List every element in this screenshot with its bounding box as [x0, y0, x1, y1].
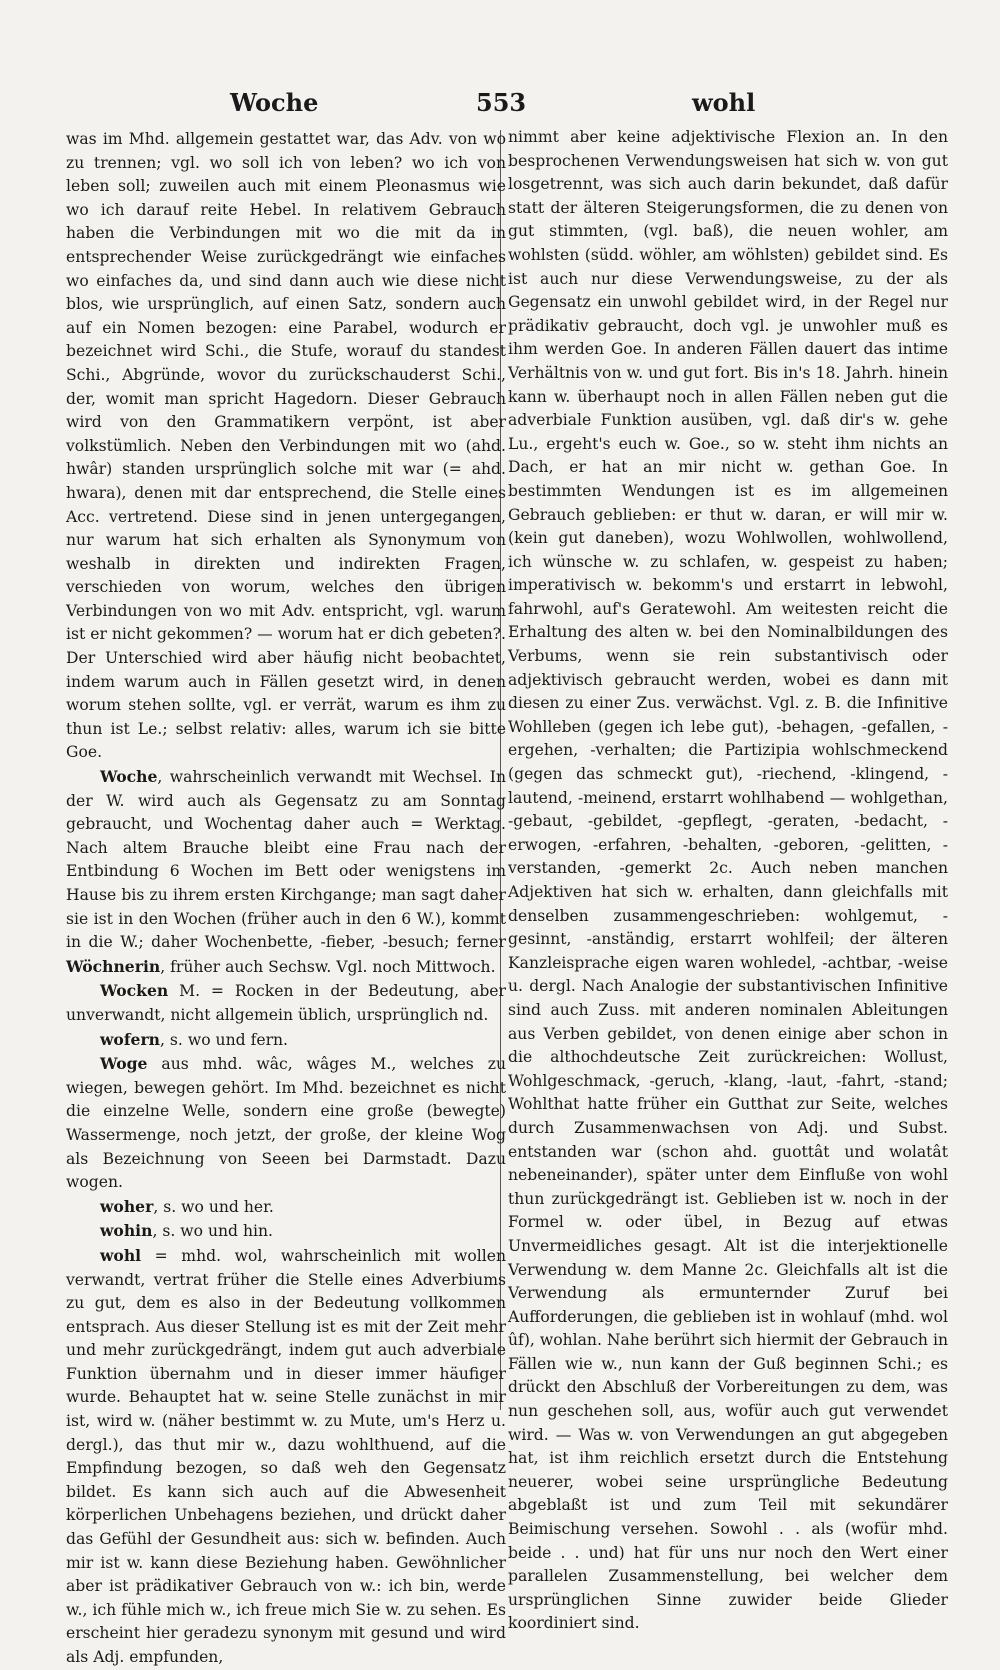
entry-woche-tail: , früher auch Sechsw. Vgl. noch Mittwoch.: [160, 957, 496, 976]
entry-wocken-text: M. = Rocken in der Bedeutung, aber unverwandt, nicht allgemein üblich, ursprünglich nd.: [66, 982, 506, 1024]
lemma-woche: Woche: [100, 767, 158, 787]
header-left-keyword: Woche: [230, 88, 319, 117]
lemma-woher: woher: [100, 1196, 154, 1216]
lemma-woechnerin: Wöchnerin: [66, 956, 161, 976]
entry-wohl-text: = mhd. wol, wahrscheinlich mit wollen verwandt, vertrat früher die Stelle eines Adverbiums zu gut, dem es also in der Bedeutung vollkommen entsprach. Aus dieser Stellung ist es mit der Zeit mehr und mehr zurückgedrängt, indem gut auch adverbiale Funktion übernahm und in dieser immer häufiger wurde. Behauptet hat w. seine Stelle zunächst in mir ist, wird w. (näher bestimmt w. zu Mute, um's Herz u. dergl.), das thut mir w., dazu wohlthuend, auf die Empfindung bezogen, so daß weh den Gegensatz bildet. Es kann sich auch auf die Abwesenheit körperlichen Unbehagens beziehen, und drückt daher das Gefühl der Gesundheit aus: sich w. befinden. Auch mir ist w. kann diese Beziehung haben. Gewöhnlicher aber ist prädikativer Gebrauch von w.: ich bin, werde w., ich fühle mich w., ich freue mich Sie w. zu sehen. Es erscheint hier geradezu synonym mit gesund und wird als Adj. empfunden,: [66, 1246, 506, 1666]
entry-wohin-text: , s. wo und hin.: [152, 1222, 274, 1241]
entry-wofern: [66, 1028, 506, 1053]
right-column: [508, 126, 948, 1636]
entry-wocken: [66, 979, 506, 1027]
lemma-wofern: wofern: [100, 1029, 161, 1049]
entry-woche: [66, 765, 506, 979]
lemma-wohin: wohin: [100, 1221, 153, 1241]
entry-woher-text: , s. wo und her.: [153, 1197, 274, 1216]
header-right-keyword: wohl: [692, 88, 756, 117]
entry-wohl: [66, 1244, 506, 1670]
entry-woher: [66, 1195, 506, 1220]
lemma-wohl: wohl: [100, 1245, 142, 1265]
right-column-text: nimmt aber keine adjektivische Flexion an. In den besprochenen Verwendungsweisen hat sich w. von gut losgetrennt, was sich auch darin bekundet, daß dafür statt der älteren Steigerungsformen, die zu denen von gut stimmten, (vgl. baß), die neuen wohler, am wohlsten (südd. wöhler, am wöhlsten) gebildet sind. Es ist auch nur diese Verwendungsweise, zu der als Gegensatz ein unwohl gebildet wird, in der Regel nur prädikativ gebraucht, doch vgl. je unwohler muß es ihm werden Goe. In anderen Fällen dauert das intime Verhältnis von w. und gut fort. Bis in's 18. Jahrh. hinein kann w. überhaupt noch in allen Fällen neben gut die adverbiale Funktion ausüben, vgl. daß dir's w. gehe Lu., ergeht's euch w. Goe., so w. steht ihm nichts an Dach, er hat an mir nicht w. gethan Goe. In bestimmten Wendungen ist es im allgemeinen Gebrauch geblieben: er thut w. daran, er will mir w. (kein gut daneben), wozu Wohlwollen, wohlwollend, ich wünsche w. zu schlafen, w. gespeist zu haben; imperativisch w. bekomm's und erstarrt in lebwohl, fahrwohl, auf's Geratewohl. Am weitesten reicht die Erhaltung des alten w. bei den Nominalbildungen des Verbums, wenn sie rein substantivisch oder adjektivisch gebraucht werden, wobei es dann mit diesen zu einer Zus. verwächst. Vgl. z. B. die Infinitive Wohlleben (gegen ich lebe gut), -behagen, -gefallen, -ergehen, -verhalten; die Partizipia wohlschmeckend (gegen das schmeckt gut), -riechend, -klingend, -lautend, -meinend, erstarrt wohlhabend — wohlgethan, -gebaut, -gebildet, -gepflegt, -geraten, -bedacht, -erwogen, -erfahren, -behalten, -geboren, -gelitten, -verstanden, -gemerkt 2c. Auch neben manchen Adjektiven hat sich w. erhalten, dann gleichfalls mit denselben zusammengeschrieben: wohlgemut, -gesinnt, -anständig, erstarrt wohlfeil; der älteren Kanzleisprache eigen waren wohledel, -achtbar, -weise u. dergl. Nach Analogie der substantivischen Infinitive sind auch Zuss. mit anderen nominalen Ableitungen aus Verben gebildet, von denen einige aber schon in die althochdeutsche Zeit zurückreichen: Wollust, Wohlgeschmack, -geruch, -klang, -laut, -fahrt, -stand; Wohlthat hatte früher ein Gutthat zur Seite, welches durch Zusammenwachsen von Adj. und Subst. entstanden war (schon ahd. guottât und wolatât nebeneinander), später unter dem Einfluße von wohl thun zurückgedrängt ist. Geblieben ist w. noch in der Formel w. oder übel, in Bezug auf etwas Unvermeidliches gesagt. Alt ist die interjektionelle Verwendung w. dem Manne 2c. Gleichfalls alt ist die Verwendung als ermunternder Zuruf bei Aufforderungen, die geblieben ist in wohlauf (mhd. wol ûf), wohlan. Nahe berührt sich hiermit der Gebrauch in Fällen wie w., nun kann der Guß beginnen Schi.; es drückt den Abschluß der Vorbereitungen zu dem, was nun geschehen soll, aus, wofür auch gut verwendet wird. — Was w. von Verwendungen an gut abgegeben hat, ist ihm reichlich ersetzt durch die Entstehung neuerer, wobei seine ursprüngliche Bedeutung abgeblaßt ist und zum Teil mit sekundärer Beimischung versehen. Sowohl . . als (wofür mhd. beide . . und) hat für uns nur noch den Wert einer parallelen Zusammenstellung, bei welcher dem ursprünglichen Sinne zuwider beide Glieder koordiniert sind.: [508, 128, 948, 1633]
entry-woge-text: aus mhd. wâc, wâges M., welches zu wiegen, bewegen gehört. Im Mhd. bezeichnet es nicht die einzelne Welle, sondern eine große (bewegte) Wassermenge, noch jetzt, der große, der kleine Wog als Bezeichnung von Seeen bei Darmstadt. Dazu wogen.: [66, 1055, 506, 1192]
continued-paragraph: was im Mhd. allgemein gestattet war, das Adv. von wo zu trennen; vgl. wo soll ich von leben? wo ich von leben soll; zuweilen auch mit einem Pleonasmus wie wo ich darauf reite Hebel. In relativem Gebrauch haben die Verbindungen mit wo die mit da in entsprechender Weise zurückgedrängt wie einfaches wo einfaches da, und sind dann auch wie diese nicht blos, wie ursprünglich, auf einen Satz, sondern auch auf ein Nomen bezogen: eine Parabel, wodurch er bezeichnet wird Schi., die Stufe, worauf du standest Schi., Abgründe, wovor du zurückschauderst Schi., der, womit man spricht Hagedorn. Dieser Gebrauch wird von den Grammatikern verpönt, ist aber volkstümlich. Neben den Verbindungen mit wo (ahd. hwâr) standen ursprünglich solche mit war (= ahd. hwara), denen mit dar entsprechend, die Stelle eines Acc. vertretend. Diese sind in jenen untergegangen, nur warum hat sich erhalten als Synonymum von weshalb in direkten und indirekten Fragen, verschieden von worum, welches den übrigen Verbindungen von wo mit Adv. entspricht, vgl. warum ist er nicht gekommen? — worum hat er dich gebeten?. Der Unterschied wird aber häufig nicht beobachtet, indem warum auch in Fällen gesetzt wird, in denen worum stehen sollte, vgl. er verrät, warum es ihm zu thun ist Le.; selbst relativ: alles, warum ich sie bitte Goe.: [66, 130, 506, 762]
entry-wohin: [66, 1219, 506, 1244]
lemma-wocken: Wocken: [100, 981, 169, 1001]
left-column: [66, 128, 506, 1670]
entry-woge: [66, 1052, 506, 1195]
lemma-woge: Woge: [100, 1054, 148, 1074]
running-head: [60, 88, 940, 128]
page-number: 553: [476, 88, 527, 117]
entry-wofern-text: , s. wo und fern.: [160, 1030, 289, 1049]
entry-woche-text: , wahrscheinlich verwandt mit Wechsel. In der W. wird auch als Gegensatz zu am Sonntag gebraucht, und Wochentag daher auch = Werktag. Nach altem Brauche bleibt eine Frau nach der Entbindung 6 Wochen im Bett oder wenigstens im Hause bis zu ihrem ersten Kirchgange; man sagt daher sie ist in den Wochen (früher auch in den 6 W.), kommt in die W.; daher Wochenbette, -fieber, -besuch; ferner: [66, 768, 506, 952]
